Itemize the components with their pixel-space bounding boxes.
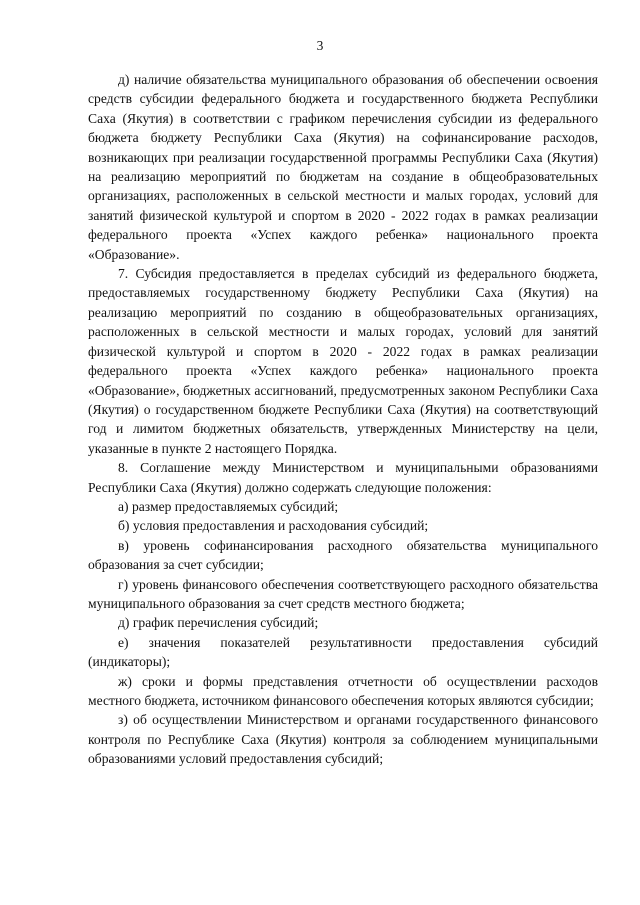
- list-item-zh: ж) сроки и формы представления отчетности об осуществлении расходов местного бюджета, источником финансового обеспечения которых являются субсидии;: [88, 673, 598, 708]
- list-item-g: г) уровень финансового обеспечения соответствующего расходного обязательства муниципального образования за счет средств местного бюджета;: [88, 576, 598, 611]
- document-body: [88, 70, 598, 769]
- paragraph-obligation-d: д) наличие обязательства муниципального образования об обеспечении освоения средств субсидии федерального бюджета и государственного бюджета Республики Саха (Якутия) в соответствии с графиком перечисления субсидии из федерального бюджета бюджету Республики Саха (Якутия) на софинансирование расходов, возникающих при реализации государственной программы Республики Саха (Якутия) на реализацию мероприятий по бюджетам на создание в общеобразовательных организациях, расположенных в сельской местности и малых городах, условий для занятий физической культурой и спортом в 2020 - 2022 годах в рамках реализации федерального проекта «Успех каждого ребенка» национального проекта «Образование».: [88, 72, 598, 262]
- list-item-e: е) значения показателей результативности предоставления субсидий (индикаторы);: [88, 634, 598, 670]
- list-item-d: д) график перечисления субсидий;: [118, 615, 319, 631]
- list-item-z: з) об осуществлении Министерством и органами государственного финансового контроля по Республике Саха (Якутия) контроля за соблюдением муниципальными образованиями условий предоставления субсидий;: [88, 712, 598, 767]
- paragraph-8-agreement: 8. Соглашение между Министерством и муниципальными образованиями Республики Саха (Якутия) должно содержать следующие положения:: [88, 460, 598, 495]
- paragraph-7-subsidy: 7. Субсидия предоставляется в пределах субсидий из федерального бюджета, предоставляемых государственному бюджету Республики Саха (Якутия) на реализацию мероприятий по созданию в общеобразовательных организациях, расположенных в сельской местности и малых городах, условий для занятий физической культурой и спортом в 2020 - 2022 годах в рамках реализации федерального проекта «Успех каждого ребенка» национального проекта «Образование», бюджетных ассигнований, предусмотренных законом Республики Саха (Якутия) о государственном бюджете Республики Саха (Якутия) на соответствующий год и лимитом бюджетных обязательств, утвержденных Министерству на цели, указанные в пункте 2 настоящего Порядка.: [88, 266, 598, 456]
- list-item-v: в) уровень софинансирования расходного обязательства муниципального образования за счет субсидии;: [88, 537, 598, 573]
- page-number: 3: [316, 38, 324, 53]
- list-item-a: а) размер предоставляемых субсидий;: [118, 498, 339, 514]
- list-item-b: б) условия предоставления и расходования субсидий;: [118, 518, 429, 534]
